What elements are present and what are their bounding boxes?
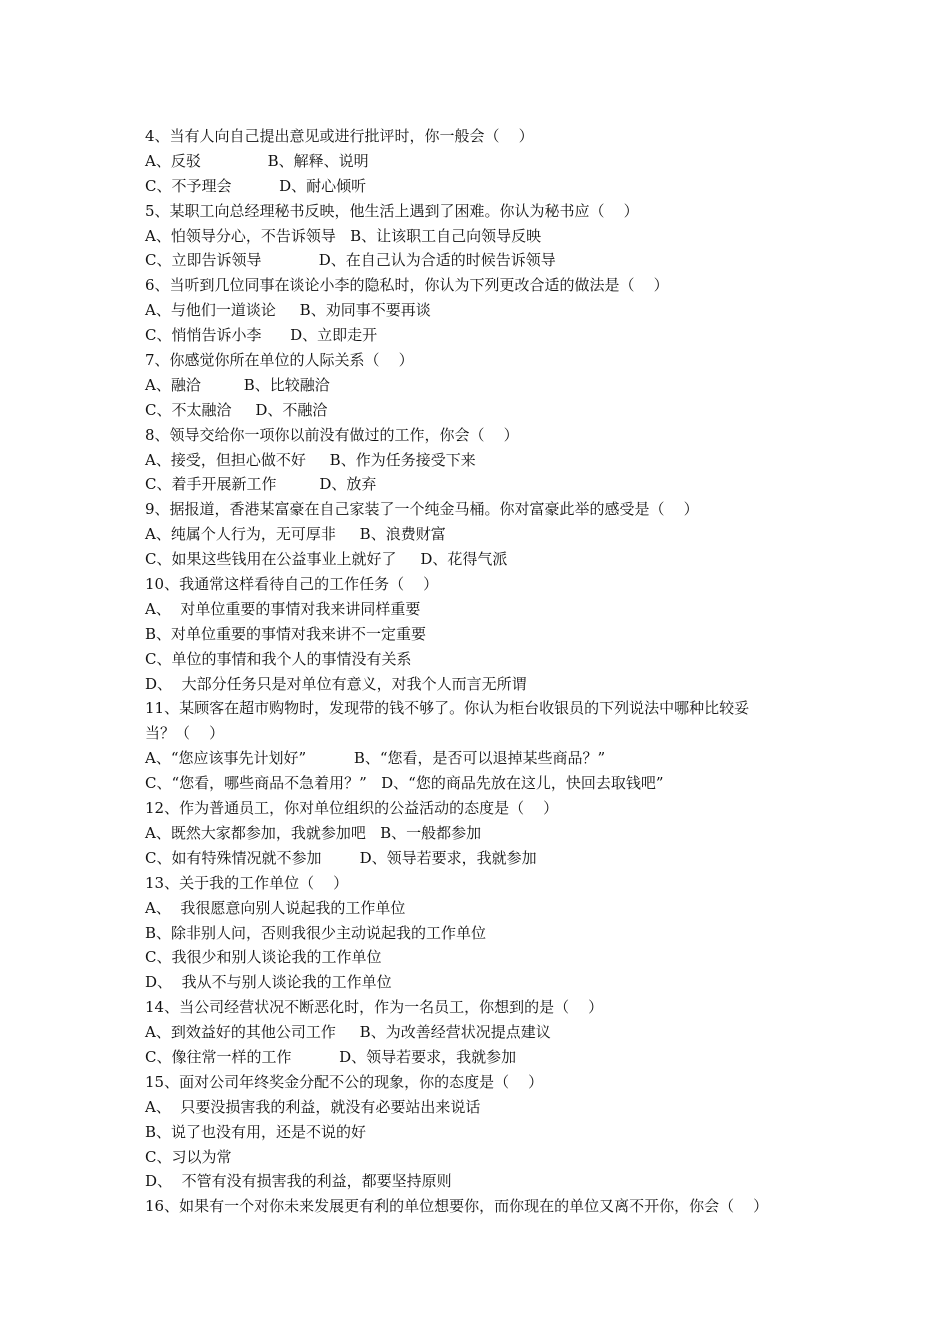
answer-options: C、不予理会 D、耐心倾听 (145, 176, 367, 195)
answer-options: C、悄悄告诉小李 D、立即走开 (145, 326, 378, 345)
question-text: 5、某职工向总经理秘书反映，他生活上遇到了困难。你认为秘书应（ ） (145, 201, 639, 220)
answer-options: C、“您看，哪些商品不急着用？” D、“您的商品先放在这儿，快回去取钱吧” (145, 774, 664, 793)
answer-options: A、 对单位重要的事情对我来讲同样重要 (145, 599, 421, 618)
answer-options: B、除非别人问，否则我很少主动说起我的工作单位 (145, 923, 487, 942)
answer-options: D、 我从不与别人谈论我的工作单位 (145, 973, 392, 992)
answer-options: A、接受，但担心做不好 B、作为任务接受下来 (145, 450, 476, 469)
answer-options: C、习以为常 (145, 1147, 232, 1166)
answer-options: C、如果这些钱用在公益事业上就好了 D、花得气派 (145, 550, 508, 569)
answer-options: D、 大部分任务只是对单位有意义，对我个人而言无所谓 (145, 674, 527, 693)
answer-options: C、立即告诉领导 D、在自己认为合适的时候告诉领导 (145, 251, 556, 270)
question-text: 4、当有人向自己提出意见或进行批评时，你一般会（ ） (145, 127, 534, 145)
answer-options: A、到效益好的其他公司工作 B、为改善经营状况提点建议 (145, 1023, 551, 1042)
question-text: 15、面对公司年终奖金分配不公的现象，你的态度是（ ） (145, 1072, 544, 1091)
answer-options: A、“您应该事先计划好” B、“您看，是否可以退掉某些商品？” (145, 749, 606, 768)
answer-options: A、纯属个人行为，无可厚非 B、浪费财富 (145, 525, 446, 544)
answer-options: A、 我很愿意向别人说起我的工作单位 (145, 898, 406, 917)
answer-options: C、不太融洽 D、不融洽 (145, 400, 328, 419)
answer-options: A、 只要没损害我的利益，就没有必要站出来说话 (145, 1097, 481, 1116)
question-text: 6、当听到几位同事在谈论小李的隐私时，你认为下列更改合适的做法是（ ） (145, 276, 669, 295)
question-list (145, 124, 825, 1219)
answer-options: C、单位的事情和我个人的事情没有关系 (145, 649, 412, 668)
answer-options: A、既然大家都参加，我就参加吧 B、一般都参加 (145, 823, 482, 842)
answer-options: C、我很少和别人谈论我的工作单位 (145, 948, 382, 967)
question-text: 10、我通常这样看待自己的工作任务（ ） (145, 575, 439, 594)
answer-options: C、着手开展新工作 D、放弃 (145, 475, 377, 494)
question-text: 8、领导交给你一项你以前没有做过的工作，你会（ ） (145, 425, 519, 444)
answer-options: B、对单位重要的事情对我来讲不一定重要 (145, 624, 427, 643)
question-text: 11、某顾客在超市购物时，发现带的钱不够了。你认为柜台收银员的下列说法中哪种比较妥 (145, 699, 750, 718)
question-text: 12、作为普通员工，你对单位组织的公益活动的态度是（ ） (145, 799, 559, 818)
answer-options: A、反驳 B、解释、说明 (145, 151, 369, 170)
question-text: 14、当公司经营状况不断恶化时，作为一名员工，你想到的是（ ） (145, 998, 604, 1017)
answer-options: B、说了也没有用，还是不说的好 (145, 1122, 367, 1141)
question-text: 16、如果有一个对你未来发展更有利的单位想要你，而你现在的单位又离不开你，你会（ ） (145, 1197, 769, 1216)
answer-options: A、融洽 B、比较融洽 (145, 375, 330, 394)
answer-options: A、怕领导分心，不告诉领导 B、让该职工自己向领导反映 (145, 226, 542, 245)
question-text: 9、据报道，香港某富豪在自己家装了一个纯金马桶。你对富豪此举的感受是（ ） (145, 500, 699, 519)
question-text: 7、你感觉你所在单位的人际关系（ ） (145, 351, 414, 370)
answer-options: C、像往常一样的工作 D、领导若要求，我就参加 (145, 1047, 517, 1066)
answer-options: D、 不管有没有损害我的利益，都要坚持原则 (145, 1172, 452, 1191)
answer-options: A、与他们一道谈论 B、劝同事不要再谈 (145, 301, 431, 320)
answer-options: C、如有特殊情况就不参加 D、领导若要求，我就参加 (145, 848, 537, 867)
answer-options: 当？（ ） (145, 724, 225, 743)
question-text: 13、关于我的工作单位（ ） (145, 873, 349, 892)
